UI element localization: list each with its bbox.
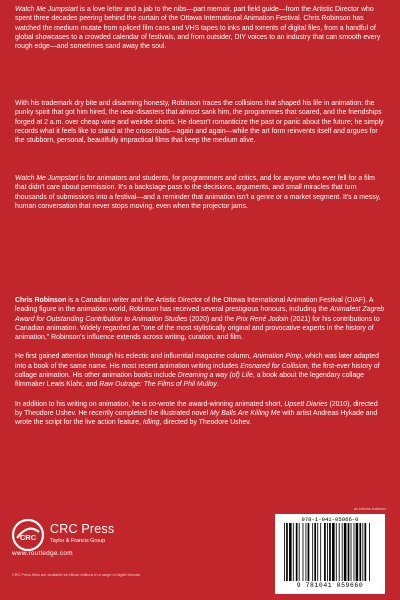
isbn-label: 978-1-041-05966-0	[301, 516, 359, 523]
blurb-paragraph-2	[15, 99, 385, 145]
bio-text: , a book about the legendary collage filmmaker Lewis Klahr, and	[15, 372, 364, 389]
bio-text: , directed by Theodore Ushev.	[159, 419, 252, 427]
author-bio-paragraph-3	[15, 400, 385, 428]
blurb-paragraph-3	[15, 174, 385, 211]
bio-text: (2010), directed by Theodore Ushev. He recently completed the illustrated novel	[15, 400, 378, 417]
work-title: Upsett Diaries	[284, 400, 328, 408]
work-title: Idling	[142, 419, 160, 427]
work-title: Dreaming a way (of) Life	[177, 372, 253, 380]
author-name: Chris Robinson	[15, 297, 67, 304]
bio-text: (2021) for his contributions to Canadian animation. Widely regarded as "one of the most stylistically original and provocative experts in the history of animation," Robinson's influence extends across writing, curation, and film.	[15, 315, 380, 342]
informa-note: an informa business	[353, 507, 386, 511]
blurb-text: is for animators and students, for programmers and critics, and for anyone who ever fell for a film that didn't care about permission. It's a backstage pass to the decisions, arguments, and small miracles that turn thousands of submissions into a festival—and a reminder that animation isn't a genre or a market segment. It's a messy, human conversation that never stops moving, even when the projector jams.	[15, 175, 381, 210]
publisher-subtitle: Taylor & Francis Group	[50, 538, 106, 544]
book-title: Watch Me Jumpstart	[15, 6, 79, 13]
bio-text: with artist Andreas Hykade and wrote the script for the live action feature,	[15, 409, 378, 427]
work-title: Ensnared for Collision	[240, 362, 308, 370]
book-title: Watch Me Jumpstart	[15, 175, 79, 182]
publisher-url: www.routledge.com	[12, 550, 73, 557]
isbn-digits: 9 781041 059660	[296, 582, 364, 589]
bio-text: is a Canadian writer and the Artistic Director of the Ottawa International Animation Festival (OIAF). A leading figure in the animation world, Robinson has received several prestigious honours, including the	[15, 297, 374, 314]
crc-press-logo-icon	[12, 519, 44, 551]
ebook-note: CRC Press titles are available as eBook editions in a range of digital formats	[12, 573, 141, 577]
award-name: Prix René Jodoin	[236, 315, 289, 323]
bio-text: (2020) and the	[187, 315, 237, 323]
work-title: Animation Pimp	[252, 353, 302, 361]
publisher-name: CRC Press	[50, 522, 115, 536]
bio-text: He first gained attention through his eclectic and influential magazine column,	[15, 353, 253, 361]
author-bio-paragraph-2	[15, 352, 385, 389]
bio-text: .	[216, 381, 219, 389]
bio-text: , the first-ever history of collage animation. His other animation books include	[15, 362, 380, 380]
barcode-bars-icon	[283, 523, 377, 581]
logo-lettering: CRC	[19, 533, 37, 542]
isbn-barcode	[275, 514, 385, 594]
blurb-paragraph-1	[15, 5, 385, 51]
blurb-text: With his trademark dry bite and disarming honesty, Robinson traces the collisions that shaped his life in animation: the punky spirit that got him hired, the near-disasters that almost sank him, the programmes that soared, and the friendships forged at 2 a.m. over cheap wine and weirder shorts. He doesn't romanticize the past or panic about the future; he simply records what it feels like to stand at the crossroads—again and again—while the art form reinvents itself and argues for the stubborn, personal, beautifully impractical films that keep the medium alive.	[15, 100, 384, 145]
work-title: Raw Outrage: The Films of Phil Mulloy	[99, 381, 217, 389]
bio-text: , which was later adapted into a book of the same name. His most recent animation writing includes	[15, 353, 379, 370]
work-title: My Balls Are Killing Me	[210, 409, 281, 417]
author-bio-paragraph-1	[15, 296, 385, 342]
author-bio	[15, 296, 385, 438]
bio-text: In addition to his writing on animation, he is co-wrote the award-winning animated short,	[15, 400, 285, 408]
blurb-text: is a love letter and a jab to the nibs—part memoir, part field guide—from the Artistic Director who spent three decades peering behind the curtain of the Ottawa International Animation Festival. Chris Robinson has watched the medium mutate from spliced film cans and VHS tapes to inks and torrents of digital files, from a handful of global showcases to a crowded calendar of festivals, and from outsider, DIY voices to an industry that can smooth every rough edge—and sometimes sand away the soul.	[15, 6, 381, 51]
award-name: Animafest Zagreb Award for Outstanding Contribution to Animation Studies	[15, 306, 385, 323]
